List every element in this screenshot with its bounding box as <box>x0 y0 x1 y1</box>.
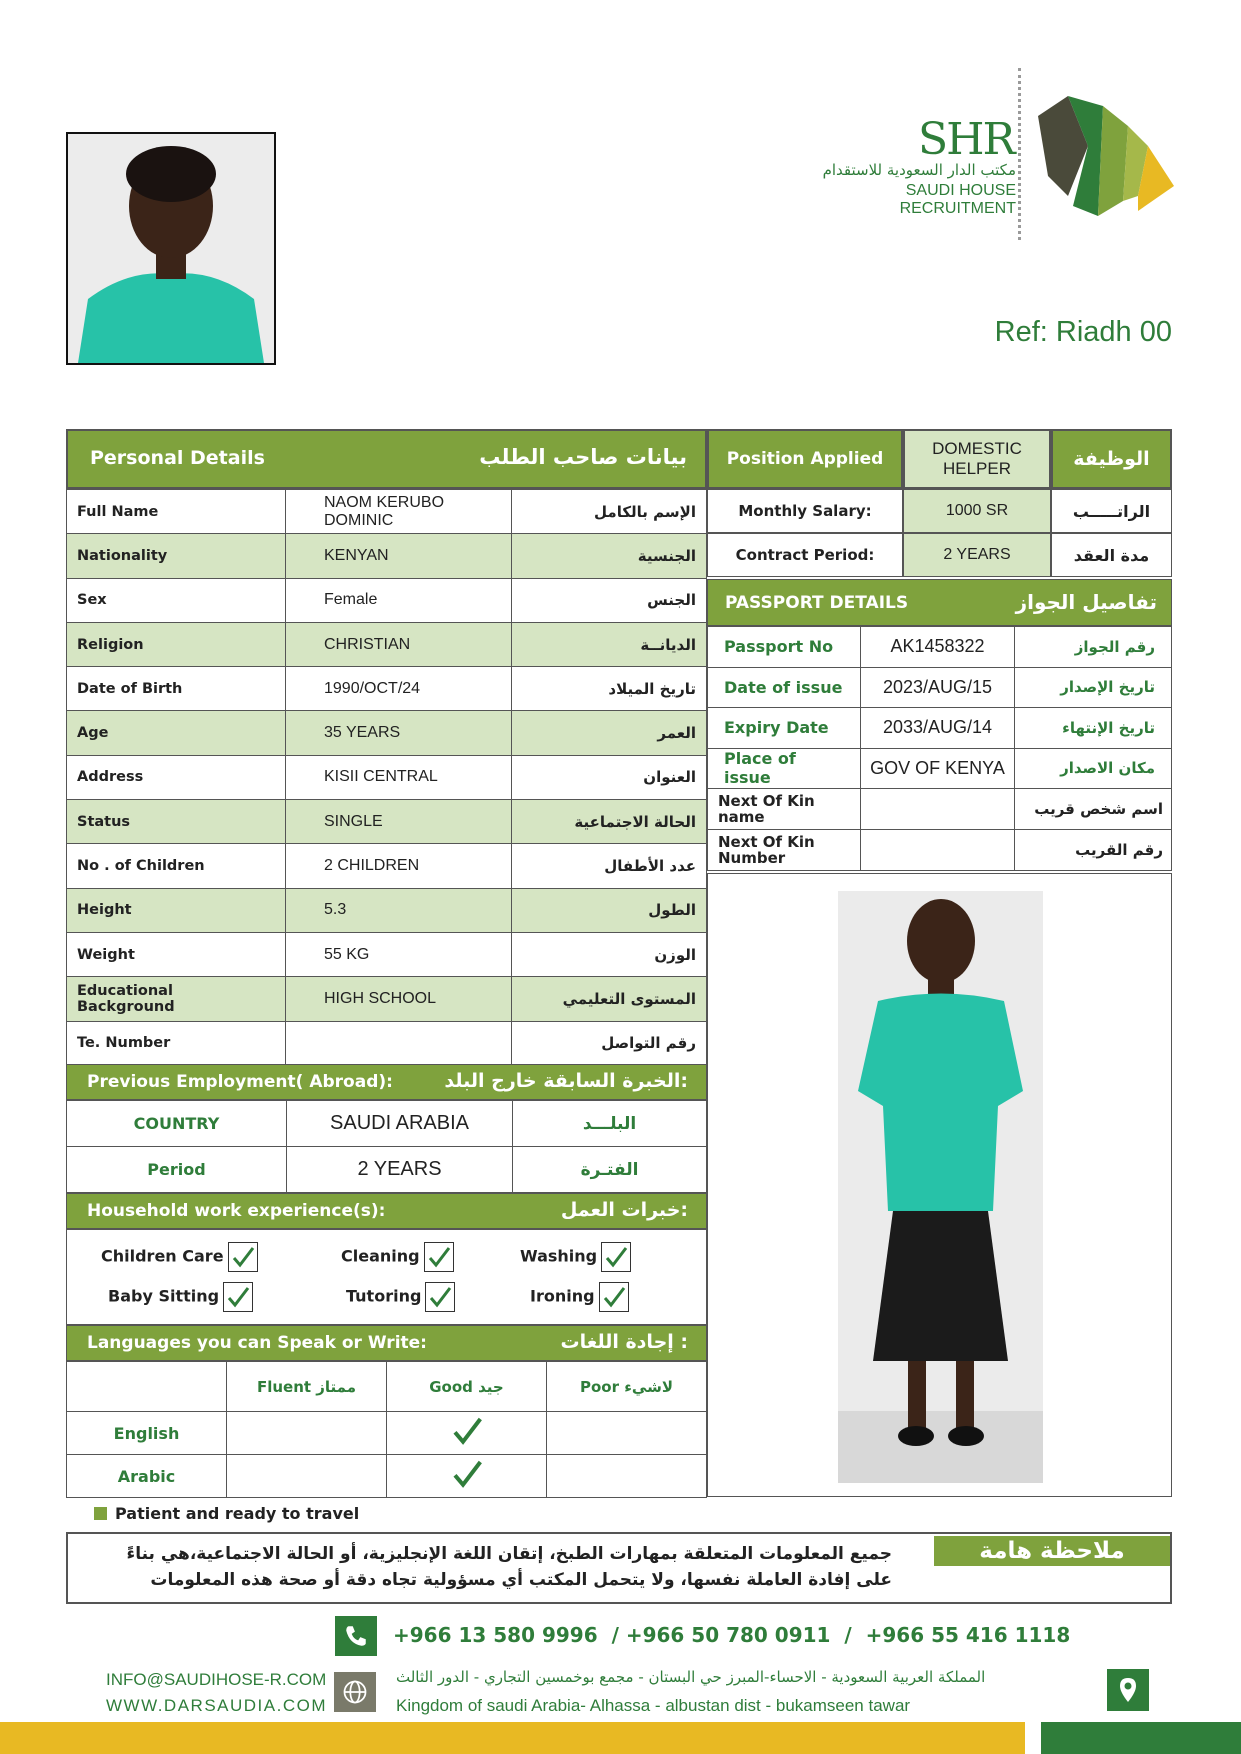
country-label: COUNTRY <box>67 1101 287 1147</box>
email-text: INFO@SAUDIHOSE-R.COM <box>106 1670 327 1689</box>
company-logo <box>790 66 1180 241</box>
personal-value: KENYAN <box>286 534 512 578</box>
personal-value: SINGLE <box>286 800 512 844</box>
skill-label: Ironing <box>530 1286 595 1306</box>
check-icon <box>424 1242 454 1272</box>
passport-label-ar: تاريخ الإنتهاء <box>1015 708 1172 749</box>
personal-value: CHRISTIAN <box>286 622 512 666</box>
address-ar: المملكة العربية السعودية - الاحساء-المبرز حي البستان - مجمع بوخمسين التجاري - الدور الثالث <box>396 1668 986 1686</box>
contract-label: Contract Period: <box>707 533 903 577</box>
important-note-box <box>66 1532 1172 1604</box>
personal-label: Nationality <box>67 534 286 578</box>
passport-label-ar: رقم الجواز <box>1015 627 1172 668</box>
logo-name-en: SAUDI HOUSE RECRUITMENT <box>899 182 1016 217</box>
phone-icon <box>335 1616 377 1656</box>
salary-value: 1000 SR <box>903 489 1051 533</box>
passport-label: Date of issue <box>708 667 861 708</box>
personal-label-ar: الجنسية <box>512 534 707 578</box>
personal-label: Age <box>67 711 286 755</box>
skill-label: Baby Sitting <box>108 1286 220 1306</box>
kin-number-label: Next Of Kin Number <box>708 830 861 871</box>
previous-employment-table <box>66 1100 707 1193</box>
skill-label: Cleaning <box>341 1246 420 1266</box>
passport-label: Expiry Date <box>708 708 861 749</box>
skill-ironing <box>530 1282 629 1312</box>
prev-emp-title-ar: الخبرة السابقة خارج البلد: <box>444 1070 688 1092</box>
country-value: SAUDI ARABIA <box>287 1101 513 1147</box>
passport-row <box>708 708 1172 749</box>
personal-label: Weight <box>67 932 286 976</box>
skill-label: Tutoring <box>346 1286 422 1306</box>
personal-row <box>67 711 707 755</box>
personal-label-ar: رقم التواصل <box>512 1021 707 1065</box>
period-label-ar: الفتـرة <box>513 1147 707 1193</box>
english-good <box>387 1412 547 1455</box>
website-text: WWW.DARSAUDIA.COM <box>106 1696 327 1715</box>
personal-row <box>67 977 707 1021</box>
household-header <box>66 1193 707 1229</box>
good-header: Good جيد <box>387 1362 547 1412</box>
passport-value: GOV OF KENYA <box>861 748 1015 789</box>
passport-row <box>708 627 1172 668</box>
footer-bar-green <box>1041 1722 1241 1754</box>
personal-value: NAOM KERUBO DOMINIC <box>286 490 512 534</box>
arabic-good <box>387 1455 547 1498</box>
check-icon <box>450 1415 484 1447</box>
country-label-ar: البلـــد <box>513 1101 707 1147</box>
personal-label: Religion <box>67 622 286 666</box>
note-bullet <box>94 1504 359 1523</box>
personal-label: Educational Background <box>67 977 286 1021</box>
personal-label-ar: العنوان <box>512 755 707 799</box>
logo-divider <box>1018 68 1021 240</box>
arabic-label: Arabic <box>67 1455 227 1498</box>
kin-name-label-ar: اسم شخص قريب <box>1015 789 1172 830</box>
globe-icon <box>334 1672 376 1712</box>
personal-value: 1990/OCT/24 <box>286 667 512 711</box>
important-line-1: جميع المعلومات المتعلقة بمهارات الطبخ، إتقان اللغة الإنجليزية، أو الحالة الاجتماعية،هي بناءً <box>126 1544 892 1564</box>
footer-bar-yellow <box>0 1722 1025 1754</box>
personal-value: KISII CENTRAL <box>286 755 512 799</box>
skill-label: Washing <box>520 1246 598 1266</box>
personal-row <box>67 578 707 622</box>
kin-number-label-ar: رقم القريب <box>1015 830 1172 871</box>
personal-row <box>67 932 707 976</box>
languages-title-en: Languages you can Speak or Write: <box>87 1333 427 1353</box>
personal-row <box>67 800 707 844</box>
household-title-en: Household work experience(s): <box>87 1201 386 1221</box>
position-label-ar: الوظيفة <box>1051 429 1172 489</box>
skill-children-care <box>101 1242 258 1272</box>
passport-title-en: PASSPORT DETAILS <box>725 593 909 613</box>
logo-monogram: SHR <box>918 114 1014 165</box>
arabic-poor <box>547 1455 707 1498</box>
personal-details-header <box>66 429 707 489</box>
skill-baby-sitting <box>108 1282 253 1312</box>
logo-name-ar: مكتب الدار السعودية للاستقدام <box>822 161 1016 179</box>
personal-details-table <box>66 489 707 1066</box>
passport-value: 2033/AUG/14 <box>861 708 1015 749</box>
personal-label: No . of Children <box>67 844 286 888</box>
skill-tutoring <box>346 1282 455 1312</box>
passport-header <box>707 579 1172 626</box>
personal-label-ar: المستوى التعليمي <box>512 977 707 1021</box>
personal-label-ar: الحالة الاجتماعية <box>512 800 707 844</box>
salary-label: Monthly Salary: <box>707 489 903 533</box>
personal-value: 2 CHILDREN <box>286 844 512 888</box>
check-icon <box>599 1282 629 1312</box>
personal-label-ar: عدد الأطفال <box>512 844 707 888</box>
position-value: DOMESTIC HELPER <box>903 429 1051 489</box>
position-section <box>707 429 1172 577</box>
kin-name-label: Next Of Kin name <box>708 789 861 830</box>
check-icon <box>223 1282 253 1312</box>
position-label: Position Applied <box>707 429 903 489</box>
personal-label: Te. Number <box>67 1021 286 1065</box>
lang-empty-header <box>67 1362 227 1412</box>
household-skills <box>66 1229 707 1325</box>
important-title: ملاحظة هامة <box>934 1536 1170 1566</box>
personal-label-ar: الديانــة <box>512 622 707 666</box>
household-title-ar: خبرات العمل: <box>560 1199 688 1221</box>
languages-title-ar: إجادة اللغات : <box>560 1331 688 1353</box>
headshot-photo <box>66 132 276 365</box>
passport-label-ar: تاريخ الإصدار <box>1015 667 1172 708</box>
phone-numbers: +966 13 580 9996 / +966 50 780 0911 / +966 55 416 1118 <box>393 1623 1071 1647</box>
personal-row <box>67 490 707 534</box>
passport-value: 2023/AUG/15 <box>861 667 1015 708</box>
full-body-photo <box>838 891 1043 1483</box>
passport-label-ar: مكان الاصدار <box>1015 748 1172 789</box>
languages-header <box>66 1325 707 1361</box>
personal-value: HIGH SCHOOL <box>286 977 512 1021</box>
kin-number-value <box>861 830 1015 871</box>
personal-title-ar: بيانات صاحب الطلب <box>479 445 687 469</box>
fluent-header: Fluent ممتاز <box>227 1362 387 1412</box>
personal-row <box>67 844 707 888</box>
personal-label-ar: العمر <box>512 711 707 755</box>
passport-table <box>707 626 1172 871</box>
location-pin-icon <box>1107 1669 1149 1711</box>
address-en: Kingdom of saudi Arabia- Alhassa - albustan dist - bukamseen tawar <box>396 1696 911 1715</box>
period-value: 2 YEARS <box>287 1147 513 1193</box>
passport-row <box>708 667 1172 708</box>
contract-value: 2 YEARS <box>903 533 1051 577</box>
personal-label-ar: تاريخ الميلاد <box>512 667 707 711</box>
personal-value: 5.3 <box>286 888 512 932</box>
personal-label: Height <box>67 888 286 932</box>
personal-label: Date of Birth <box>67 667 286 711</box>
full-body-photo-frame <box>707 873 1172 1497</box>
personal-label: Status <box>67 800 286 844</box>
note-text: Patient and ready to travel <box>115 1504 360 1523</box>
passport-label: Passport No <box>708 627 861 668</box>
important-line-2: على إفادة العاملة نفسها، ولا يتحمل المكتب أي مسؤولية تجاه دقة أو صحة هذه المعلومات <box>150 1570 892 1590</box>
personal-row <box>67 622 707 666</box>
personal-label-ar: الطول <box>512 888 707 932</box>
personal-title-en: Personal Details <box>90 447 265 469</box>
personal-row <box>67 755 707 799</box>
kin-name-value <box>861 789 1015 830</box>
salary-label-ar: الراتـــــب <box>1051 489 1172 533</box>
personal-value: 35 YEARS <box>286 711 512 755</box>
personal-label-ar: الإسم بالكامل <box>512 490 707 534</box>
languages-table <box>66 1361 707 1498</box>
previous-employment-header <box>66 1064 707 1100</box>
personal-value <box>286 1021 512 1065</box>
check-icon <box>425 1282 455 1312</box>
personal-label: Address <box>67 755 286 799</box>
personal-label-ar: الجنس <box>512 578 707 622</box>
passport-label: Place of issue <box>708 748 861 789</box>
personal-label-ar: الوزن <box>512 932 707 976</box>
personal-row <box>67 534 707 578</box>
check-icon <box>228 1242 258 1272</box>
skill-cleaning <box>341 1242 454 1272</box>
contract-label-ar: مدة العقد <box>1051 533 1172 577</box>
skill-label: Children Care <box>101 1246 224 1266</box>
skill-washing <box>520 1242 631 1272</box>
reference-number: Ref: Riadh 00 <box>994 316 1172 348</box>
english-label: English <box>67 1412 227 1455</box>
personal-row <box>67 1021 707 1065</box>
bullet-square-icon <box>94 1507 107 1520</box>
logo-emblem <box>1028 86 1178 226</box>
passport-title-ar: تفاصيل الجواز <box>1015 590 1157 614</box>
personal-value: 55 KG <box>286 932 512 976</box>
check-icon <box>601 1242 631 1272</box>
personal-label: Sex <box>67 578 286 622</box>
passport-row <box>708 748 1172 789</box>
period-label: Period <box>67 1147 287 1193</box>
english-poor <box>547 1412 707 1455</box>
personal-row <box>67 667 707 711</box>
personal-label: Full Name <box>67 490 286 534</box>
prev-emp-title-en: Previous Employment( Abroad): <box>87 1072 393 1092</box>
english-fluent <box>227 1412 387 1455</box>
passport-value: AK1458322 <box>861 627 1015 668</box>
personal-value: Female <box>286 578 512 622</box>
personal-row <box>67 888 707 932</box>
arabic-fluent <box>227 1455 387 1498</box>
check-icon <box>450 1458 484 1490</box>
poor-header: Poor لاشيء <box>547 1362 707 1412</box>
